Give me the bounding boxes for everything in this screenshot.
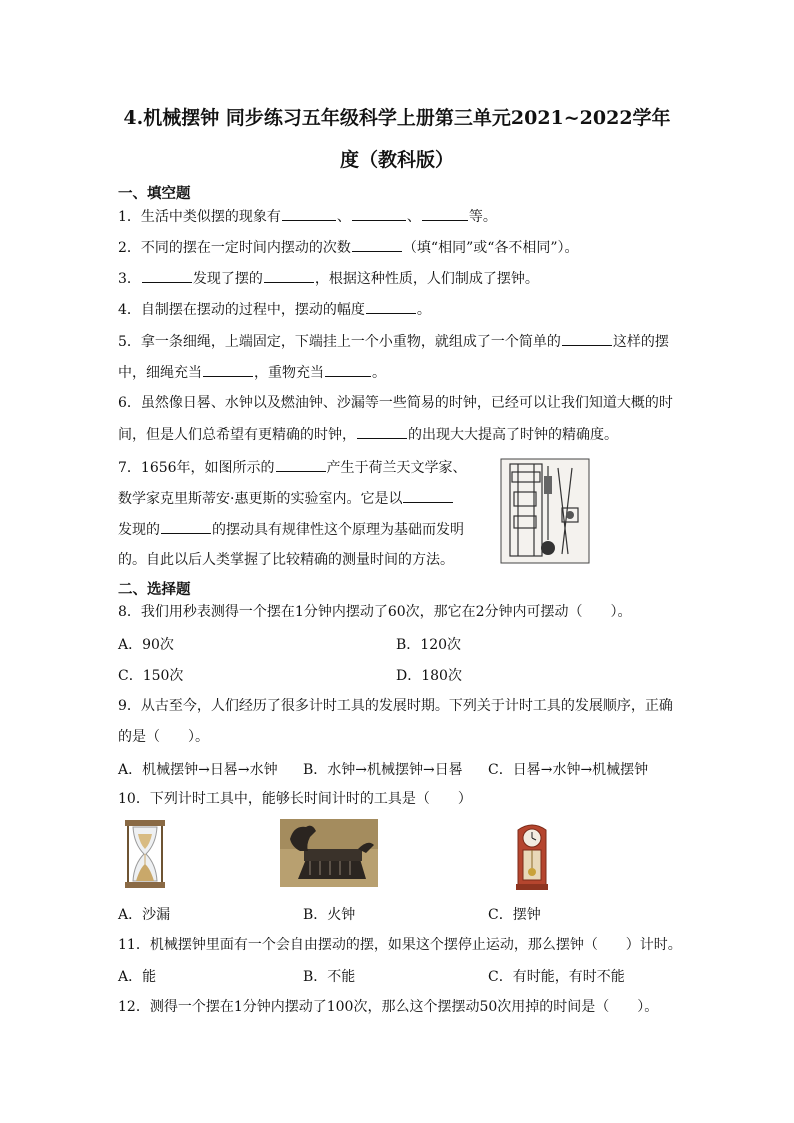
q1-blank-3[interactable] — [422, 206, 468, 221]
q8-option-b[interactable]: B．120次 — [396, 637, 462, 653]
question-2 — [118, 237, 579, 258]
q10-option-b[interactable]: B．火钟 — [303, 907, 356, 923]
q9-option-c[interactable]: C．日晷→水钟→机械摆钟 — [488, 762, 649, 778]
q1-blank-2[interactable] — [352, 206, 406, 221]
q1-text-a: 1．生活中类似摆的现象有 — [118, 209, 281, 225]
question-6-line2 — [118, 424, 618, 445]
q10-option-a[interactable]: A．沙漏 — [118, 907, 171, 923]
q7-text-b: 产生于荷兰天文学家、 — [326, 460, 467, 476]
q1-text-d: 等。 — [468, 209, 497, 225]
question-8-stem: 8．我们用秒表测得一个摆在1分钟内摆动了60次，那它在2分钟内可摆动（ ）。 — [118, 604, 632, 620]
q5-text-b: 这样的摆 — [612, 334, 669, 350]
q8-option-d[interactable]: D．180次 — [396, 668, 462, 684]
question-7-line3 — [118, 519, 464, 540]
q3-text-c: ，根据这种性质，人们制成了摆钟。 — [314, 271, 539, 287]
q2-blank-1[interactable] — [352, 237, 402, 252]
q7-text-d: 发现的 — [118, 522, 160, 538]
pendulum-wall-clock-image — [512, 820, 552, 892]
q3-blank-1[interactable] — [142, 268, 192, 283]
q5-blank-1[interactable] — [562, 331, 612, 346]
hourglass-image — [122, 818, 168, 890]
question-9-stem-line2: 的是（ ）。 — [118, 729, 209, 745]
section-choice-heading: 二、选择题 — [118, 581, 191, 598]
q3-text-b: 发现了摆的 — [192, 271, 263, 287]
q6-text-a: 间，但是人们总希望有更精确的时钟， — [118, 427, 356, 443]
q5-blank-3[interactable] — [325, 362, 371, 377]
q5-text-d: ，重物充当 — [254, 365, 324, 381]
q11-option-c[interactable]: C．有时能，有时不能 — [488, 969, 625, 985]
q2-text-b: （填“相同”或“各不相同”）。 — [402, 240, 579, 256]
question-3 — [118, 268, 539, 289]
q3-text-a: 3． — [118, 271, 141, 287]
q9-option-a[interactable]: A．机械摆钟→日晷→水钟 — [118, 762, 278, 778]
question-5-line2 — [118, 362, 386, 383]
q5-blank-2[interactable] — [203, 362, 253, 377]
question-12-stem: 12．测得一个摆在1分钟内摆动了100次，那么这个摆摆动50次用掉的时间是（ ）。 — [118, 999, 659, 1015]
doc-title-line2: 度（教科版） — [339, 149, 454, 171]
question-5-line1 — [118, 331, 669, 352]
q5-text-c: 中，细绳充当 — [118, 365, 202, 381]
q7-blank-1[interactable] — [276, 457, 326, 472]
q1-text-c: 、 — [406, 209, 421, 225]
q1-text-b: 、 — [336, 209, 351, 225]
q5-text-e: 。 — [372, 365, 386, 381]
q9-option-b[interactable]: B．水钟→机械摆钟→日晷 — [303, 762, 463, 778]
q4-text-a: 4．自制摆在摆动的过程中，摆动的幅度 — [118, 302, 365, 318]
question-7-line1 — [118, 457, 467, 478]
question-6-line1: 6．虽然像日晷、水钟以及燃油钟、沙漏等一些简易的时钟，已经可以让我们知道大概的时 — [118, 395, 673, 411]
q5-text-a: 5．拿一条细绳，上端固定，下端挂上一个小重物，就组成了一个简单的 — [118, 334, 561, 350]
q2-text-a: 2．不同的摆在一定时间内摆动的次数 — [118, 240, 351, 256]
question-4 — [118, 299, 431, 320]
pendulum-clock-diagram-image — [500, 458, 590, 564]
q7-blank-2[interactable] — [403, 488, 453, 503]
q3-blank-2[interactable] — [264, 268, 314, 283]
q8-option-a[interactable]: A．90次 — [118, 637, 174, 653]
question-9-stem-line1: 9．从古至今，人们经历了很多计时工具的发展时期。下列关于计时工具的发展顺序，正确 — [118, 698, 673, 714]
q7-text-c: 数学家克里斯蒂安·惠更斯的实验室内。它是以 — [118, 491, 403, 507]
q6-text-b: 的出现大大提高了时钟的精确度。 — [408, 427, 618, 443]
question-7-line4: 的。自此以后人类掌握了比较精确的测量时间的方法。 — [118, 552, 454, 568]
question-7-line2 — [118, 488, 454, 509]
q7-text-a: 7．1656年，如图所示的 — [118, 460, 275, 476]
q7-blank-3[interactable] — [161, 519, 211, 534]
q4-blank-1[interactable] — [366, 299, 416, 314]
question-1 — [118, 206, 497, 227]
doc-title-line1: 4.机械摆钟 同步练习五年级科学上册第三单元2021~2022学年 — [123, 107, 671, 129]
q7-text-e: 的摆动具有规律性这个原理为基础而发明 — [212, 522, 464, 538]
section-fill-blank-heading: 一、填空题 — [118, 185, 191, 202]
q10-option-c[interactable]: C．摆钟 — [488, 907, 541, 923]
q1-blank-1[interactable] — [282, 206, 336, 221]
q11-option-a[interactable]: A．能 — [118, 969, 157, 985]
question-10-stem: 10．下列计时工具中，能够长时间计时的工具是（ ） — [118, 791, 472, 807]
question-11-stem: 11．机械摆钟里面有一个会自由摆动的摆，如果这个摆停止运动，那么摆钟（ ）计时。 — [118, 937, 682, 953]
q11-option-b[interactable]: B．不能 — [303, 969, 356, 985]
q8-option-c[interactable]: C．150次 — [118, 668, 184, 684]
q4-text-b: 。 — [416, 302, 431, 318]
fire-clock-image — [280, 819, 378, 887]
q6-blank-1[interactable] — [357, 424, 407, 439]
